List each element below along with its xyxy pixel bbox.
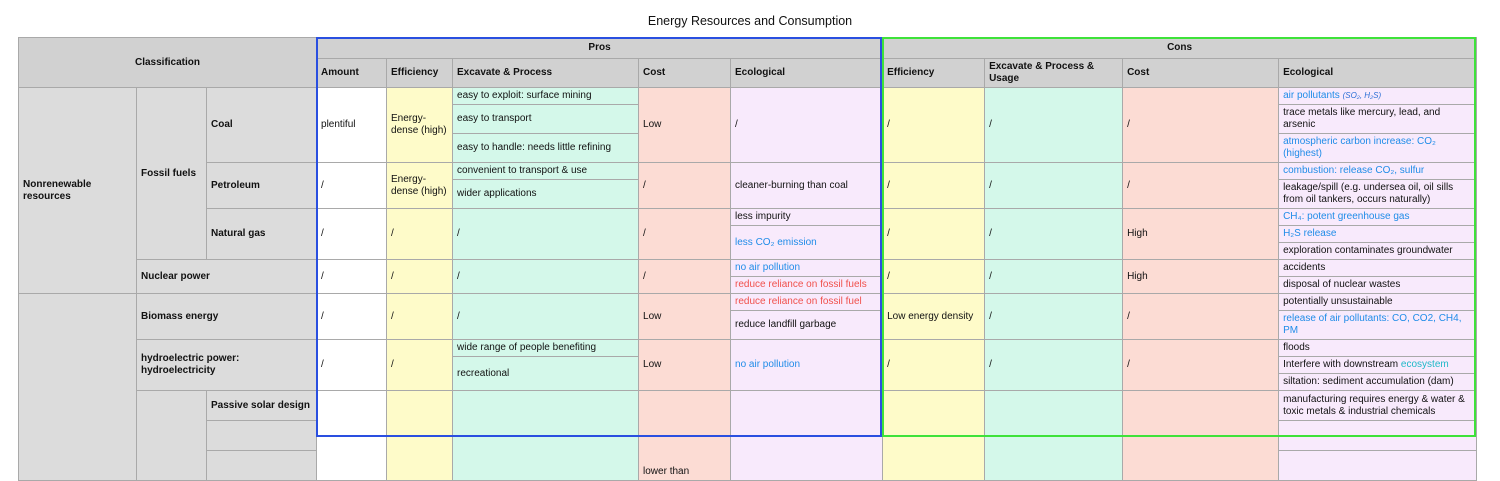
- row-label-natural-gas: Natural gas: [207, 209, 317, 260]
- coal-excavate-2: easy to transport: [453, 105, 639, 134]
- coal-cons-excavate: /: [985, 88, 1123, 163]
- petroleum-cons-ecological-2: leakage/spill (e.g. undersea oil, oil sills from oil tankers, occurs naturally): [1279, 180, 1477, 209]
- page-title: Energy Resources and Consumption: [647, 14, 853, 28]
- coal-ecological: /: [731, 88, 883, 163]
- coal-cons-ecological-3: atmospheric carbon increase: CO₂ (highest): [1279, 134, 1477, 163]
- nuclear-cons-efficiency: /: [883, 260, 985, 294]
- petroleum-efficiency: Energy-dense (high): [387, 163, 453, 209]
- solar-cons-efficiency: [883, 391, 985, 481]
- table-row-biomass: [19, 294, 1477, 311]
- row-label-hydro: hydroelectric power: hydroelectricity: [137, 340, 317, 391]
- nuclear-cons-cost: High: [1123, 260, 1279, 294]
- petroleum-cons-cost: /: [1123, 163, 1279, 209]
- pros-col-cost: Cost: [639, 59, 731, 88]
- hydro-cons-excavate: /: [985, 340, 1123, 391]
- row-label-passive-solar: Passive solar design: [207, 391, 317, 421]
- cons-col-efficiency: Efficiency: [883, 59, 985, 88]
- biomass-ecological-1: reduce reliance on fossil fuel: [731, 294, 883, 311]
- biomass-cons-excavate: /: [985, 294, 1123, 340]
- nuclear-excavate: /: [453, 260, 639, 294]
- cons-col-cost: Cost: [1123, 59, 1279, 88]
- hydro-excavate-2: recreational: [453, 357, 639, 391]
- coal-efficiency: Energy-dense (high): [387, 88, 453, 163]
- solar-excavate: [453, 391, 639, 481]
- table-row-nuclear: [19, 260, 1477, 277]
- biomass-efficiency: /: [387, 294, 453, 340]
- row-label-biomass: Biomass energy: [137, 294, 317, 340]
- biomass-ecological-2: reduce landfill garbage: [731, 311, 883, 340]
- petroleum-ecological: cleaner-burning than coal: [731, 163, 883, 209]
- solar-cons-ecological: manufacturing requires energy & water & toxic metals & industrial chemicals: [1279, 391, 1477, 421]
- pros-col-amount: Amount: [317, 59, 387, 88]
- energy-table: [18, 37, 1477, 481]
- natural-gas-cons-ecological-2: H₂S release: [1279, 226, 1477, 243]
- coal-excavate-1: easy to exploit: surface mining: [453, 88, 639, 105]
- table-row-solar: [19, 391, 1477, 421]
- hydro-excavate-1: wide range of people benefiting: [453, 340, 639, 357]
- table-row-hydro: [19, 340, 1477, 357]
- cons-col-ecological: Ecological: [1279, 59, 1477, 88]
- row-label-petroleum: Petroleum: [207, 163, 317, 209]
- coal-cons-ecological-1-text: air pollutants: [1283, 90, 1340, 101]
- natural-gas-amount: /: [317, 209, 387, 260]
- group-nonrenewable: Nonrenewable resources: [19, 88, 137, 294]
- solar-cost: lower than: [639, 391, 731, 481]
- hydro-cons-ecological-2-highlight: ecosystem: [1400, 359, 1449, 370]
- hydro-ecological: no air pollution: [731, 340, 883, 391]
- hydro-efficiency: /: [387, 340, 453, 391]
- petroleum-cons-ecological-1: combustion: release CO₂, sulfur: [1279, 163, 1477, 180]
- pros-col-excavate: Excavate & Process: [453, 59, 639, 88]
- natural-gas-cons-efficiency: /: [883, 209, 985, 260]
- hydro-cons-ecological-3: siltation: sediment accumulation (dam): [1279, 374, 1477, 391]
- pros-col-efficiency: Efficiency: [387, 59, 453, 88]
- biomass-cost: Low: [639, 294, 731, 340]
- solar-cons-excavate: [985, 391, 1123, 481]
- row-label-solar-3: [207, 451, 317, 481]
- natural-gas-cons-ecological-1: CH₄: potent greenhouse gas: [1279, 209, 1477, 226]
- solar-amount: [317, 391, 387, 481]
- biomass-cons-efficiency: Low energy density: [883, 294, 985, 340]
- biomass-amount: /: [317, 294, 387, 340]
- nuclear-cons-ecological-1: accidents: [1279, 260, 1477, 277]
- natural-gas-excavate: /: [453, 209, 639, 260]
- coal-cons-ecological-2: trace metals like mercury, lead, and arsenic: [1279, 105, 1477, 134]
- coal-excavate-3: easy to handle: needs little refining: [453, 134, 639, 163]
- natural-gas-cons-cost: High: [1123, 209, 1279, 260]
- hydro-cost: Low: [639, 340, 731, 391]
- biomass-cons-cost: /: [1123, 294, 1279, 340]
- nuclear-cons-ecological-2: disposal of nuclear wastes: [1279, 277, 1477, 294]
- nuclear-ecological-2: reduce reliance on fossil fuels: [731, 277, 883, 294]
- row-label-nuclear: Nuclear power: [137, 260, 317, 294]
- solar-cons-ecological-2: [1279, 421, 1477, 451]
- coal-cons-cost: /: [1123, 88, 1279, 163]
- hydro-amount: /: [317, 340, 387, 391]
- nuclear-amount: /: [317, 260, 387, 294]
- pros-col-ecological: Ecological: [731, 59, 883, 88]
- natural-gas-cons-ecological-3: exploration contaminates groundwater: [1279, 243, 1477, 260]
- coal-cons-ecological-1: [1279, 88, 1477, 105]
- biomass-excavate: /: [453, 294, 639, 340]
- group-fossil-fuels: Fossil fuels: [137, 88, 207, 260]
- petroleum-excavate-1: convenient to transport & use: [453, 163, 639, 180]
- coal-cost: Low: [639, 88, 731, 163]
- group-solar: [137, 391, 207, 481]
- solar-cons-ecological-3: [1279, 451, 1477, 481]
- natural-gas-cost: /: [639, 209, 731, 260]
- row-label-solar-2: [207, 421, 317, 451]
- biomass-cons-ecological-1: potentially unsustainable: [1279, 294, 1477, 311]
- petroleum-amount: /: [317, 163, 387, 209]
- biomass-cons-ecological-2: release of air pollutants: CO, CO2, CH4, PM: [1279, 311, 1477, 340]
- handwritten-note: (SO₂, H₂S): [1342, 91, 1382, 100]
- energy-table-container: [18, 37, 1476, 477]
- natural-gas-ecological-2: less CO₂ emission: [731, 226, 883, 260]
- solar-ecological: [731, 391, 883, 481]
- petroleum-cons-excavate: /: [985, 163, 1123, 209]
- solar-cons-cost: [1123, 391, 1279, 481]
- table-row-petroleum: [19, 163, 1477, 180]
- nuclear-cons-excavate: /: [985, 260, 1123, 294]
- petroleum-cons-efficiency: /: [883, 163, 985, 209]
- hydro-cons-cost: /: [1123, 340, 1279, 391]
- hydro-cons-efficiency: /: [883, 340, 985, 391]
- hydro-cons-ecological-2: [1279, 357, 1477, 374]
- coal-amount: plentiful: [317, 88, 387, 163]
- hydro-cons-ecological-1: floods: [1279, 340, 1477, 357]
- group-renewable: [19, 294, 137, 481]
- coal-cons-efficiency: /: [883, 88, 985, 163]
- nuclear-ecological-1: no air pollution: [731, 260, 883, 277]
- cons-col-excavate: Excavate & Process & Usage: [985, 59, 1123, 88]
- natural-gas-ecological-1: less impurity: [731, 209, 883, 226]
- nuclear-efficiency: /: [387, 260, 453, 294]
- classification-header: Classification: [19, 38, 317, 88]
- pros-header: Pros: [317, 38, 883, 59]
- table-row-coal: [19, 88, 1477, 105]
- petroleum-excavate-2: wider applications: [453, 180, 639, 209]
- nuclear-cost: /: [639, 260, 731, 294]
- cons-header: Cons: [883, 38, 1477, 59]
- natural-gas-cons-excavate: /: [985, 209, 1123, 260]
- row-label-coal: Coal: [207, 88, 317, 163]
- petroleum-cost: /: [639, 163, 731, 209]
- hydro-cons-ecological-2-prefix: Interfere with downstream: [1283, 359, 1399, 370]
- natural-gas-efficiency: /: [387, 209, 453, 260]
- solar-efficiency: [387, 391, 453, 481]
- table-row-natural-gas: [19, 209, 1477, 226]
